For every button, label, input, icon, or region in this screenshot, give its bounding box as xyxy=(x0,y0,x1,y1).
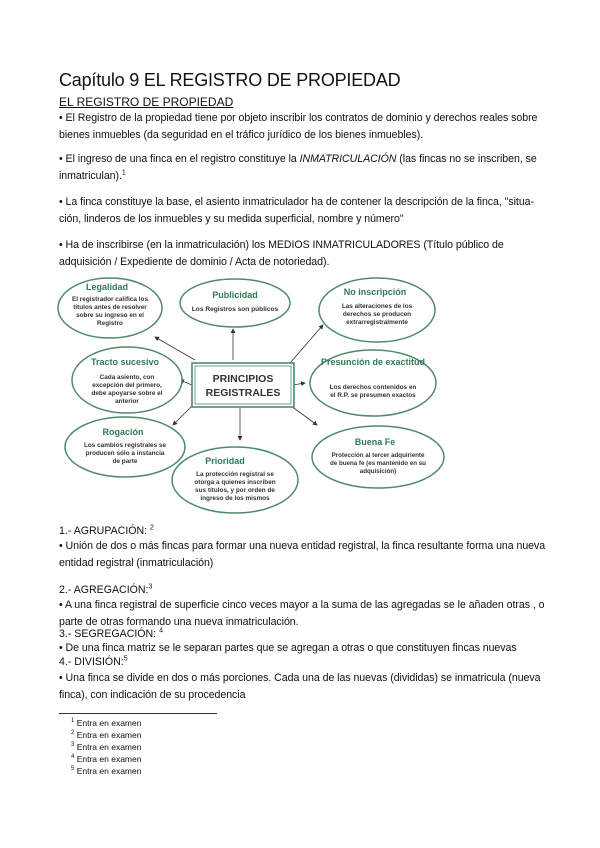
footnote-text: Entra en examen xyxy=(76,754,142,764)
node-presuncion-title xyxy=(321,357,425,367)
node-tracto-line: anterior xyxy=(115,398,139,405)
node-legalidad-line: Registro xyxy=(97,320,123,327)
section-3-heading-text: 3.- SEGREGACIÓN: xyxy=(59,628,160,640)
section-4-heading xyxy=(59,656,128,668)
footnote-ref-5: 5 xyxy=(123,655,128,663)
node-rogacion-line: Los cambios registrales se xyxy=(83,442,167,449)
node-prioridad xyxy=(172,447,298,513)
node-tracto-line: excepción del primero, xyxy=(92,382,162,389)
node-prioridad-line: otorga a quienes inscriben xyxy=(194,479,276,486)
node-legalidad-line: El registrador califica los xyxy=(71,296,149,303)
footnote-text: Entra en examen xyxy=(76,766,142,776)
paragraph-3: • La finca constituye la base, el asiento inmatriculador ha de contener la descripción de la finca, "situa- ción, linderos de los inmuebles y su medida superficial, nombre y número" xyxy=(59,196,534,225)
footnote-number: 2 xyxy=(71,730,75,737)
node-legalidad-line: sobre su ingreso en el xyxy=(76,312,144,319)
footnote-number: 5 xyxy=(71,766,75,773)
node-tracto-line: Cada asiento, con xyxy=(99,374,155,381)
node-prioridad-line: sus títulos, y por orden de xyxy=(195,487,275,494)
section-2-text: • A una finca registral de superficie cinco veces mayor a la suma de las agregadas se le añaden otras , o parte de otras formando una nueva inmatriculación. xyxy=(59,599,545,628)
node-no-inscripcion-line: Las alteraciones de los xyxy=(341,303,413,310)
section-4-text: • Una finca se divide en dos o más porciones. Cada una de las nuevas (divididas) se inmatricula (nueva finca), con indicación de su procedencia xyxy=(59,672,541,701)
paragraph-2-text-a: • El ingreso de una finca en el registro constituye la xyxy=(59,153,300,165)
node-rogacion xyxy=(65,417,185,477)
paragraph-4: • Ha de inscribirse (en la inmatriculación) los MEDIOS INMATRICULADORES (Título público de adquisición / Expediente de dominio / Acta de notoriedad). xyxy=(59,239,504,268)
node-publicidad-line: Los Registros son públicos xyxy=(191,306,279,313)
footnote-1 xyxy=(71,718,141,728)
node-legalidad-line: títulos antes de resolver xyxy=(73,304,147,311)
section-3-heading xyxy=(59,628,163,640)
node-publicidad-title: Publicidad xyxy=(212,290,258,300)
footnote-2 xyxy=(71,730,141,740)
node-prioridad-title: Prioridad xyxy=(205,456,245,466)
footnote-ref-1: 1 xyxy=(121,168,126,176)
node-publicidad xyxy=(180,279,290,327)
node-no-inscripcion-title: No inscripción xyxy=(343,287,407,297)
principles-diagram xyxy=(55,275,445,515)
node-buena-fe-line: adquisición) xyxy=(359,468,397,475)
node-presuncion xyxy=(310,350,436,416)
node-buena-fe xyxy=(312,426,444,488)
footnote-number: 4 xyxy=(71,754,75,761)
footnote-ref-3: 3 xyxy=(148,583,153,591)
footnote-text: Entra en examen xyxy=(76,730,142,740)
center-box xyxy=(192,363,294,407)
node-presuncion-line: Los derechos contenidos en xyxy=(329,384,417,391)
paragraph-2-text-c: (las fincas no se inscriben, se inmatriculan). xyxy=(59,153,537,182)
node-prioridad-line: ingreso de los mismos xyxy=(200,495,270,502)
node-no-inscripcion xyxy=(319,278,435,342)
node-rogacion-title: Rogación xyxy=(102,427,144,437)
center-line2: REGISTRALES xyxy=(205,387,281,399)
node-presuncion-title-text: Presunción de exactitud xyxy=(320,357,426,367)
section-1-heading xyxy=(59,525,154,537)
node-legalidad-title: Legalidad xyxy=(85,282,129,292)
section-2-heading-text: 2.- AGREGACIÓN: xyxy=(59,584,149,596)
node-no-inscripcion-line: extrarregistralmente xyxy=(346,319,408,326)
footnote-text: Entra en examen xyxy=(76,718,142,728)
node-tracto-title: Tracto sucesivo xyxy=(90,357,160,367)
node-buena-fe-line: Protección al tercer adquiriente xyxy=(331,452,425,459)
footnote-4 xyxy=(71,754,141,764)
section-2-heading xyxy=(59,584,152,596)
node-presuncion-line: el R.P. se presumen exactos xyxy=(330,392,416,399)
section-1-heading-text: 1.- AGRUPACIÓN: xyxy=(59,525,151,537)
footnote-ref-4: 4 xyxy=(159,627,163,635)
node-rogacion-line: producen sólo a instancia xyxy=(85,450,165,457)
center-line1: PRINCIPIOS xyxy=(212,373,274,385)
node-legalidad xyxy=(58,278,162,338)
footnote-3 xyxy=(71,742,141,752)
paragraph-2 xyxy=(59,151,549,184)
footnote-ref-2: 2 xyxy=(150,524,154,532)
footnote-number: 1 xyxy=(71,718,75,725)
footnote-5 xyxy=(71,766,141,776)
node-rogacion-line: de parte xyxy=(112,458,138,465)
node-no-inscripcion-line: derechos se producen xyxy=(342,311,412,318)
section-3-text: • De una finca matriz se le separan partes que se agregan a otras o que constituyen fincas nuevas xyxy=(59,642,517,654)
section-subtitle: EL REGISTRO DE PROPIEDAD xyxy=(59,95,234,109)
paragraph-1: • El Registro de la propiedad tiene por objeto inscribir los contratos de dominio y derechos reales sobre bienes inmuebles (da seguridad en el tráfico jurídico de los bienes inmuebles). xyxy=(59,112,538,141)
footnote-divider xyxy=(59,713,217,714)
chapter-title: Capítulo 9 EL REGISTRO DE PROPIEDAD xyxy=(59,70,401,90)
node-tracto-sucesivo xyxy=(72,347,182,413)
paragraph-2-italic: INMATRICULACIÓN xyxy=(299,153,397,165)
node-prioridad-line: La protección registral se xyxy=(196,471,274,478)
footnote-number: 3 xyxy=(71,742,75,749)
node-buena-fe-title: Buena Fe xyxy=(354,437,396,447)
node-tracto-line: debe apoyarse sobre el xyxy=(91,390,163,397)
node-buena-fe-line: de buena fe (es mantenido en su xyxy=(330,460,426,467)
section-1-text: • Unión de dos o más fincas para formar una nueva entidad registral, la finca resultante forma una nueva entidad registral (inmatriculación) xyxy=(59,540,546,569)
footnote-text: Entra en examen xyxy=(76,742,142,752)
section-4-heading-text: 4.- DIVISIÓN: xyxy=(59,656,124,668)
